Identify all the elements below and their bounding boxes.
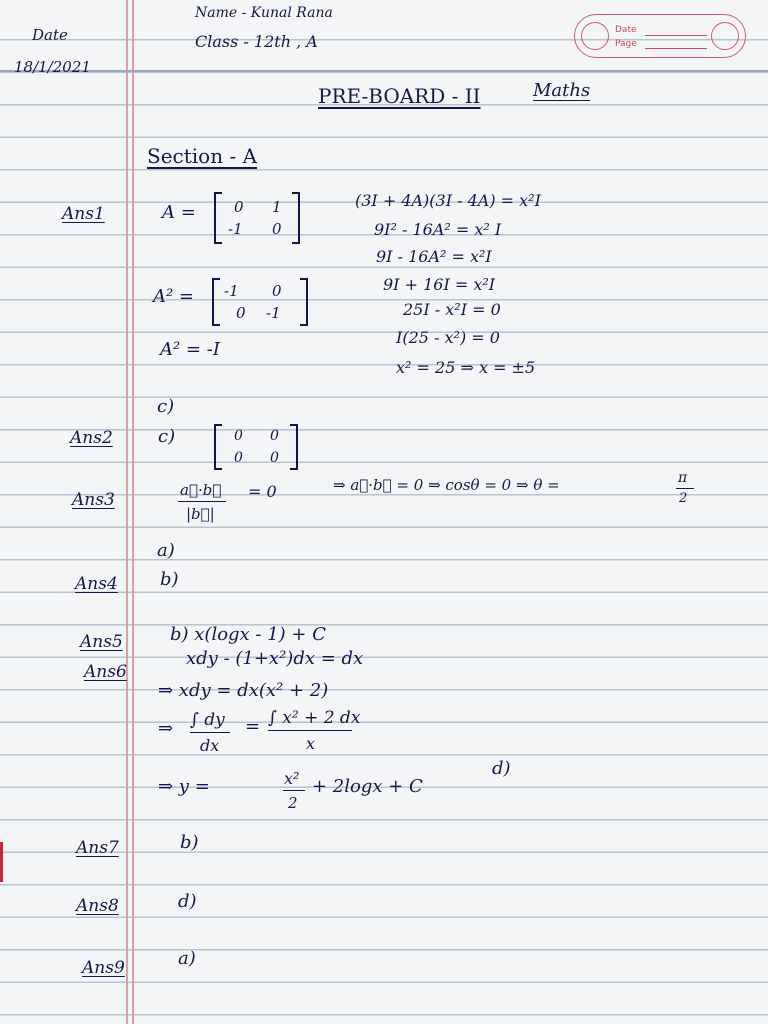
ans3-fraction xyxy=(178,481,226,523)
theta-denominator: 2 xyxy=(679,491,688,506)
ans1-step-1: (3I + 4A)(3I - 4A) = x²I xyxy=(355,191,541,210)
ans1-step-3: 9I - 16A² = x²I xyxy=(376,247,492,266)
theta-fraction xyxy=(676,470,694,506)
zero-matrix-22: 0 xyxy=(270,450,279,466)
theta-numerator: π xyxy=(678,470,688,486)
ans4-label: Ans4 xyxy=(75,574,118,594)
zero-matrix-12: 0 xyxy=(270,428,279,444)
integral-rhs-denominator: x xyxy=(306,734,316,753)
ans6-line-4-pre: ⇒ y = xyxy=(158,776,210,797)
matrix-a xyxy=(214,192,300,244)
section-heading: Section - A xyxy=(147,144,258,168)
ans5-answer: b) x(logx - 1) + C xyxy=(170,624,327,645)
stamp-right-cap xyxy=(711,22,739,50)
ans1-step-7: x² = 25 ⇒ x = ±5 xyxy=(396,358,536,377)
integral-dy-numerator: ∫ dy xyxy=(190,710,225,730)
integral-dy-denominator: dx xyxy=(200,736,220,755)
ans5-label: Ans5 xyxy=(80,632,123,652)
ans6-label: Ans6 xyxy=(84,662,127,682)
ans1-a2-eq: A² = xyxy=(153,286,195,307)
ans9-label: Ans9 xyxy=(82,958,125,978)
red-margin-mark xyxy=(0,842,3,882)
ans2-label: Ans2 xyxy=(70,428,113,448)
stamp-left-cap xyxy=(581,22,609,50)
ans1-step-5: 25I - x²I = 0 xyxy=(403,300,501,319)
ans6-line-3-arrow: ⇒ xyxy=(158,718,174,739)
ans6-line-1: xdy - (1+x²)dx = dx xyxy=(186,648,364,669)
matrix-a2-11: -1 xyxy=(224,282,239,300)
frac-x2-numerator: x² xyxy=(284,769,300,788)
student-name: Name - Kunal Rana xyxy=(195,5,333,21)
stamp-page-label: Page xyxy=(615,39,637,49)
integral-rhs-numerator: ∫ x² + 2 dx xyxy=(268,708,361,728)
date-label: Date xyxy=(32,26,68,44)
ans1-a-eq: A = xyxy=(162,202,196,223)
ans1-step-6: I(25 - x²) = 0 xyxy=(396,328,500,347)
ans1-label: Ans1 xyxy=(62,204,105,224)
margin-line-left xyxy=(126,0,128,1024)
ans3-frac-denominator: |b⃗| xyxy=(186,505,215,523)
zero-matrix-21: 0 xyxy=(234,450,243,466)
matrix-a-11: 0 xyxy=(234,198,244,216)
ans8-option: d) xyxy=(178,891,197,912)
ans3-label: Ans3 xyxy=(72,490,115,510)
matrix-a2-12: 0 xyxy=(272,282,282,300)
matrix-a-squared xyxy=(212,278,308,326)
matrix-a-22: 0 xyxy=(272,220,282,238)
ans1-option: c) xyxy=(157,396,175,417)
ans6-option: d) xyxy=(492,758,511,779)
integral-dy-fraction xyxy=(190,708,230,755)
x-squared-over-2 xyxy=(283,768,305,812)
date-value: 18/1/2021 xyxy=(14,58,91,76)
ans1-step-2: 9I² - 16A² = x² I xyxy=(374,220,502,239)
ans6-line-4-post: + 2logx + C xyxy=(312,776,423,797)
ans4-option: b) xyxy=(160,569,179,590)
zero-matrix-11: 0 xyxy=(234,428,243,444)
header-rule xyxy=(0,70,768,72)
ans2-option: c) xyxy=(158,426,176,447)
ans1-step-4: 9I + 16I = x²I xyxy=(383,275,496,294)
integral-rhs-fraction xyxy=(268,706,361,753)
student-class: Class - 12th , A xyxy=(195,32,318,51)
ans8-label: Ans8 xyxy=(76,896,119,916)
ans9-option: a) xyxy=(178,948,196,969)
ans3-chain: ⇒ a⃗·b⃗ = 0 ⇒ cosθ = 0 ⇒ θ = xyxy=(333,476,560,494)
matrix-a-21: -1 xyxy=(228,220,243,238)
stamp-date-fill xyxy=(645,35,707,36)
ans7-label: Ans7 xyxy=(76,838,119,858)
exam-title: PRE-BOARD - II xyxy=(318,84,481,108)
date-page-stamp xyxy=(574,14,746,58)
ans3-frac-numerator: a⃗·b⃗ xyxy=(180,481,222,499)
ans6-line-3-eq: = xyxy=(245,716,261,737)
ans1-a2-result: A² = -I xyxy=(160,339,220,360)
stamp-date-label: Date xyxy=(615,25,637,35)
ans6-line-2: ⇒ xdy = dx(x² + 2) xyxy=(158,680,329,701)
frac-x2-denominator: 2 xyxy=(288,794,298,812)
margin-line-right xyxy=(132,0,134,1024)
matrix-a2-22: -1 xyxy=(266,304,281,322)
subject-title: Maths xyxy=(533,80,591,101)
ans7-option: b) xyxy=(180,832,199,853)
stamp-page-fill xyxy=(645,48,707,49)
ans3-option: a) xyxy=(157,540,175,561)
matrix-a-12: 1 xyxy=(272,198,282,216)
zero-matrix xyxy=(214,424,298,470)
ans3-eq-zero: = 0 xyxy=(248,482,277,501)
matrix-a2-21: 0 xyxy=(236,304,246,322)
